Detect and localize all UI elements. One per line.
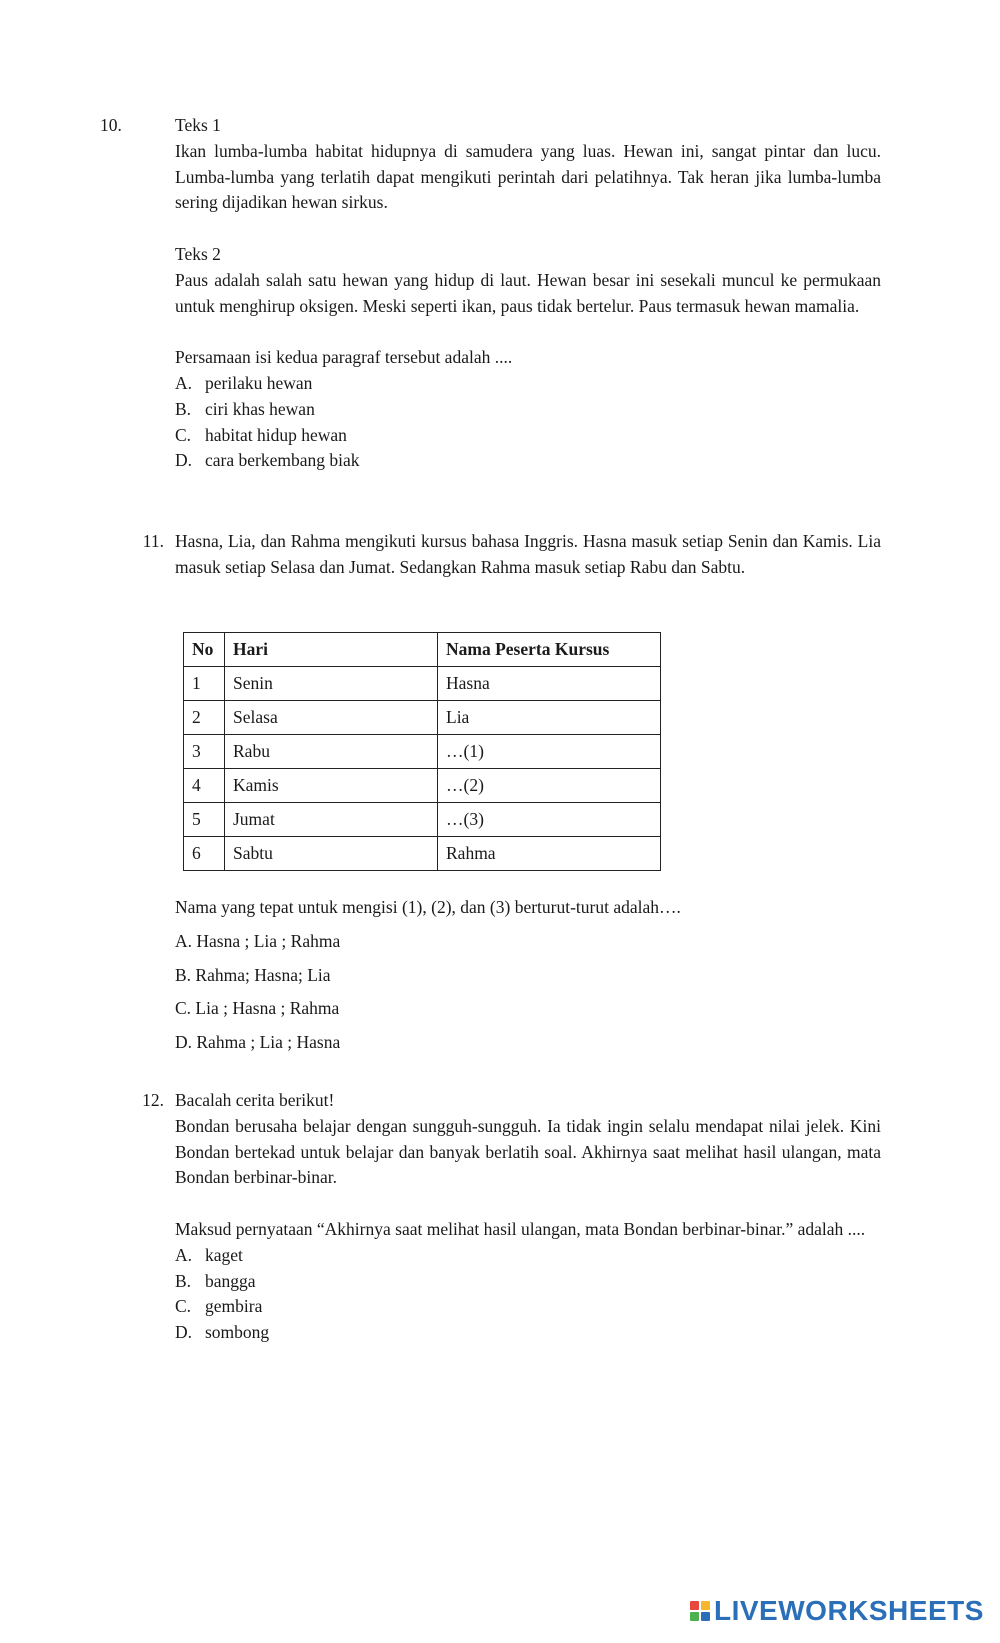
cell-no: 4 — [184, 769, 225, 803]
header-day: Hari — [225, 633, 438, 667]
option-a[interactable]: A. perilaku hewan — [175, 372, 313, 393]
option-c[interactable]: C. habitat hidup hewan — [175, 424, 347, 445]
question-number: 12. — [142, 1090, 164, 1110]
question-number: 11. — [142, 531, 164, 551]
table-row — [184, 667, 661, 701]
cell-day: Jumat — [225, 803, 438, 837]
logo-square — [690, 1601, 699, 1610]
cell-no: 3 — [184, 735, 225, 769]
logo-squares-icon — [690, 1601, 710, 1621]
question-body: Hasna, Lia, dan Rahma mengikuti kursus bahasa Inggris. Hasna masuk setiap Senin dan Kamis. Lia masuk setiap Selasa dan Jumat. Sedangkan Rahma masuk setiap Rabu dan Sabtu. — [175, 531, 881, 577]
option-d[interactable]: D. cara berkembang biak — [175, 450, 360, 471]
cell-day: Sabtu — [225, 837, 438, 871]
logo-square — [701, 1612, 710, 1621]
option-b[interactable]: B. Rahma; Hasna; Lia — [175, 964, 331, 985]
cell-day: Rabu — [225, 735, 438, 769]
text-1-paragraph: Ikan lumba-lumba habitat hidupnya di samudera yang luas. Hewan ini, sangat pintar dan lucu. Lumba-lumba yang terlatih dapat mengikuti perintah dari pelatihnya. Tak heran jika lumba-lumba sering dijadikan hewan sirkus. — [175, 140, 881, 213]
cell-participant: …(1) — [438, 735, 661, 769]
logo-square — [701, 1601, 710, 1610]
story-paragraph: Bondan berusaha belajar dengan sungguh-sungguh. Ia tidak ingin selalu mendapat nilai jelek. Kini Bondan bertekad untuk belajar dan banyak berlatih soal. Akhirnya saat melihat hasil ulangan, mata Bondan berbinar-binar. — [175, 1115, 881, 1188]
question-prompt: Nama yang tepat untuk mengisi (1), (2), dan (3) berturut-turut adalah…. — [175, 897, 681, 917]
cell-participant: …(3) — [438, 803, 661, 837]
question-prompt: Maksud pernyataan “Akhirnya saat melihat hasil ulangan, mata Bondan berbinar-binar.” adalah .... — [175, 1218, 866, 1239]
text-2-paragraph: Paus adalah salah satu hewan yang hidup di laut. Hewan besar ini sesekali muncul ke permukaan untuk menghirup oksigen. Meski seperti ikan, paus tidak bertelur. Paus termasuk hewan mamalia. — [175, 269, 881, 316]
cell-participant: …(2) — [438, 769, 661, 803]
brand-name: LIVEWORKSHEETS — [714, 1595, 984, 1626]
option-d[interactable]: D. sombong — [175, 1322, 270, 1343]
option-b[interactable]: B. ciri khas hewan — [175, 398, 315, 419]
cell-participant: Lia — [438, 701, 661, 735]
logo-square — [690, 1612, 699, 1621]
header-no: No — [184, 633, 225, 667]
cell-day: Selasa — [225, 701, 438, 735]
course-schedule-table — [183, 632, 661, 871]
question-prompt: Persamaan isi kedua paragraf tersebut adalah .... — [175, 347, 513, 368]
question-answers — [175, 891, 881, 1060]
cell-no: 5 — [184, 803, 225, 837]
cell-no: 1 — [184, 667, 225, 701]
cell-participant: Rahma — [438, 837, 661, 871]
table-header-row — [184, 633, 661, 667]
option-c[interactable]: C. gembira — [175, 1296, 263, 1317]
option-a[interactable]: A. kaget — [175, 1244, 243, 1265]
question-number: 10. — [100, 115, 122, 135]
option-b[interactable]: B. bangga — [175, 1270, 256, 1291]
liveworksheets-logo — [690, 1595, 984, 1626]
cell-no: 2 — [184, 701, 225, 735]
option-a[interactable]: A. Hasna ; Lia ; Rahma — [175, 930, 341, 951]
header-participant: Nama Peserta Kursus — [438, 633, 661, 667]
option-d[interactable]: D. Rahma ; Lia ; Hasna — [175, 1032, 341, 1053]
story-intro: Bacalah cerita berikut! — [175, 1090, 335, 1110]
cell-participant: Hasna — [438, 667, 661, 701]
table-row — [184, 735, 661, 769]
question-body — [175, 1088, 881, 1346]
option-c[interactable]: C. Lia ; Hasna ; Rahma — [175, 998, 340, 1019]
cell-day: Senin — [225, 667, 438, 701]
text-2-title: Teks 2 — [175, 243, 221, 264]
cell-day: Kamis — [225, 769, 438, 803]
table-row — [184, 803, 661, 837]
cell-no: 6 — [184, 837, 225, 871]
text-1-title: Teks 1 — [175, 115, 221, 135]
table-row — [184, 837, 661, 871]
question-body — [175, 113, 881, 474]
table-row — [184, 701, 661, 735]
table-row — [184, 769, 661, 803]
